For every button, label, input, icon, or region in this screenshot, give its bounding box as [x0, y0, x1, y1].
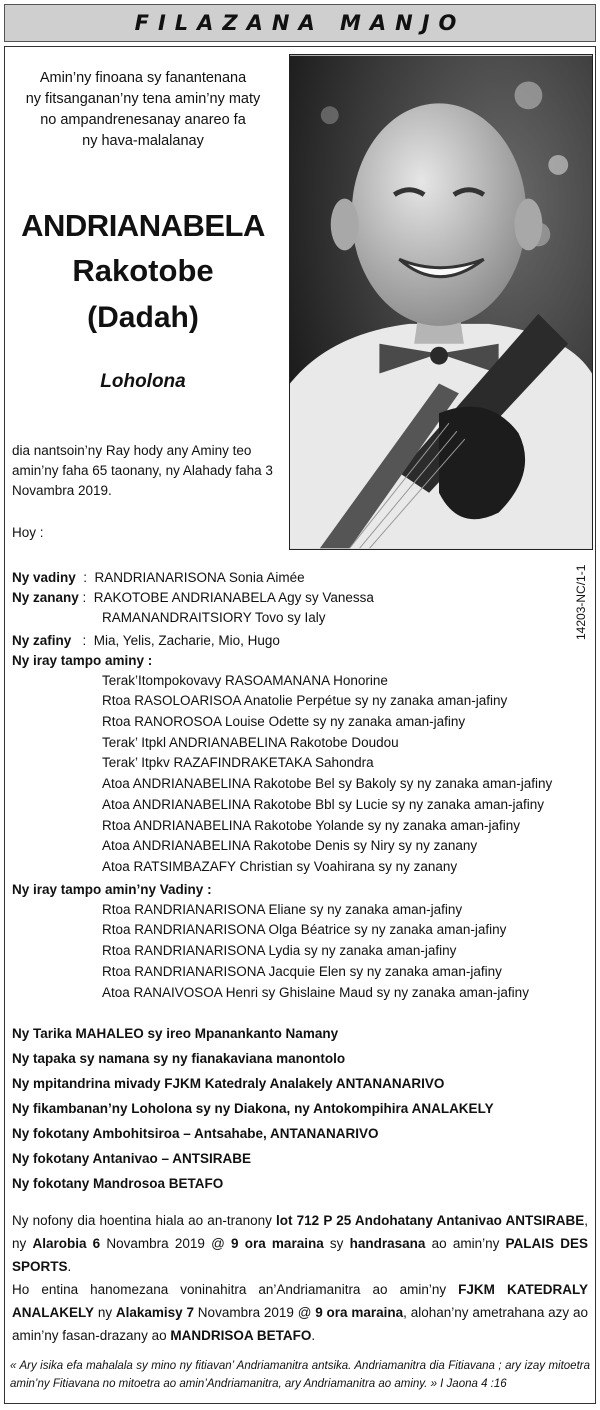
funeral-paragraph-2: Ho entina hanomezana voninahitra an’Andriamanitra ao amin’ny FJKM KATEDRALY ANALAKELY ny Alakamisy 7 Novambra 2019 @ 9 ora maraina, alohan’ny ametrahana azy ao amin’ny fasan-drazany ao MANDRISOA BETAFO.: [12, 1282, 589, 1343]
thanks-line: Ny fikambanan’ny Loholona sy ny Diakona, ny Antokompihira ANALAKELY: [12, 1101, 494, 1116]
children-label: Ny zanany: [12, 590, 79, 605]
grandchildren-label: Ny zafiny: [12, 633, 72, 648]
sibling-entry: Rtoa ANDRIANABELINA Rakotobe Yolande sy ny zanaka aman-jafiny: [102, 818, 520, 833]
thanks-line: Ny fokotany Mandrosoa BETAFO: [12, 1176, 224, 1191]
funeral-details: [12, 1209, 588, 1347]
siblings-label: Ny iray tampo aminy :: [12, 653, 153, 668]
inlaw-entry: Rtoa RANDRIANARISONA Eliane sy ny zanaka aman-jafiny: [102, 902, 463, 917]
deceased-surname: ANDRIANABELA: [21, 208, 265, 243]
intro-line: Amin’ny finoana sy fanantenana: [39, 70, 247, 86]
hoy-label: Hoy :: [12, 525, 44, 540]
thanks-line: Ny mpitandrina mivady FJKM Katedraly Analakely ANTANANARIVO: [12, 1076, 445, 1091]
thanks-line: Ny Tarika MAHALEO sy ireo Mpanankanto Namany: [12, 1026, 339, 1041]
inlaw-entry: Atoa RANAIVOSOA Henri sy Ghislaine Maud sy ny zanaka aman-jafiny: [102, 985, 529, 1000]
grandchildren-names: Mia, Yelis, Zacharie, Mio, Hugo: [93, 633, 280, 648]
inlaw-entry: Rtoa RANDRIANARISONA Olga Béatrice sy ny zanaka aman-jafiny: [102, 922, 507, 937]
sibling-entry: Terak’Itompokovavy RASOAMANANA Honorine: [102, 673, 388, 688]
sibling-entry: Terak’ Itpkv RAZAFINDRAKETAKA Sahondra: [102, 755, 374, 770]
thanks-line: Ny fokotany Ambohitsiroa – Antsahabe, ANTANANARIVO: [12, 1126, 379, 1141]
deceased-role: Loholona: [100, 371, 186, 392]
intro-line: ny hava-malalanay: [82, 133, 204, 149]
inlaw-entry: Rtoa RANDRIANARISONA Jacquie Elen sy ny zanaka aman-jafiny: [102, 964, 502, 979]
sibling-entry: Atoa ANDRIANABELINA Rakotobe Bbl sy Lucie sy ny zanaka aman-jafiny: [102, 797, 544, 812]
inlaws-label: Ny iray tampo amin’ny Vadiny :: [12, 882, 212, 897]
intro-line: no ampandrenesanay anareo fa: [40, 112, 246, 128]
spouse-label: Ny vadiny: [12, 570, 76, 585]
reference-code: 14203-NC/1-1: [574, 564, 588, 640]
thanks-line: Ny fokotany Antanivao – ANTSIRABE: [12, 1151, 252, 1166]
intro-text: [8, 68, 278, 152]
portrait-photo-guitarist-icon: [290, 55, 592, 549]
sibling-entry: Terak’ Itpkl ANDRIANABELINA Rakotobe Doudou: [102, 735, 399, 750]
thanks-line: Ny tapaka sy namana sy ny fianakaviana manontolo: [12, 1051, 346, 1066]
grandchildren-row: Ny zafiny : Mia, Yelis, Zacharie, Mio, Hugo: [12, 633, 280, 648]
bible-verse: « Ary isika efa mahalala sy mino ny fitiavan’ Andriamanitra antsika. Andriamanitra dia Fitiavana ; ary izay mitoetra amin’ny Fitiavana no mitoetra ao amin’Andriamanitra, ary Andriamanitra ao aminy. » I Jaona 4 :16: [10, 1360, 590, 1390]
inlaw-entry: Rtoa RANDRIANARISONA Lydia sy ny zanaka aman-jafiny: [102, 943, 457, 958]
spouse-name: RANDRIANARISONA Sonia Aimée: [94, 570, 305, 585]
death-notice: dia nantsoin’ny Ray hody any Aminy teo amin’ny faha 65 taonany, ny Alahady faha 3 Novambra 2019.: [12, 443, 273, 498]
sibling-entry: Atoa RATSIMBAZAFY Christian sy Voahirana sy ny zanany: [102, 859, 458, 874]
portrait-photo: [289, 54, 593, 550]
children-name: RAMANANDRAITSIORY Tovo sy Ialy: [102, 610, 326, 625]
deceased-nickname: (Dadah): [87, 301, 199, 334]
sibling-entry: Atoa ANDRIANABELINA Rakotobe Denis sy Niry sy ny zanany: [102, 838, 478, 853]
sibling-entry: Rtoa RANOROSOA Louise Odette sy ny zanaka aman-jafiny: [102, 714, 466, 729]
funeral-paragraph-1: Ny nofony dia hoentina hiala ao an-tranony lot 712 P 25 Andohatany Antanivao ANTSIRABE, ny Alarobia 6 Novambra 2019 @ 9 ora maraina sy handrasana ao amin’ny PALAIS DES SPORTS.: [12, 1213, 589, 1274]
children-name: RAKOTOBE ANDRIANABELA Agy sy Vanessa: [93, 590, 374, 605]
intro-line: ny fitsanganan’ny tena amin’ny maty: [25, 91, 261, 107]
spouse-row: Ny vadiny : RANDRIANARISONA Sonia Aimée: [12, 570, 305, 585]
header-title: FILAZANA MANJO: [4, 4, 596, 42]
children-row: Ny zanany : RAKOTOBE ANDRIANABELA Agy sy Vanessa: [12, 590, 374, 605]
sibling-entry: Atoa ANDRIANABELINA Rakotobe Bel sy Bakoly sy ny zanaka aman-jafiny: [102, 776, 553, 791]
deceased-given-name: Rakotobe: [72, 253, 214, 288]
sibling-entry: Rtoa RASOLOARISOA Anatolie Perpétue sy ny zanaka aman-jafiny: [102, 693, 508, 708]
